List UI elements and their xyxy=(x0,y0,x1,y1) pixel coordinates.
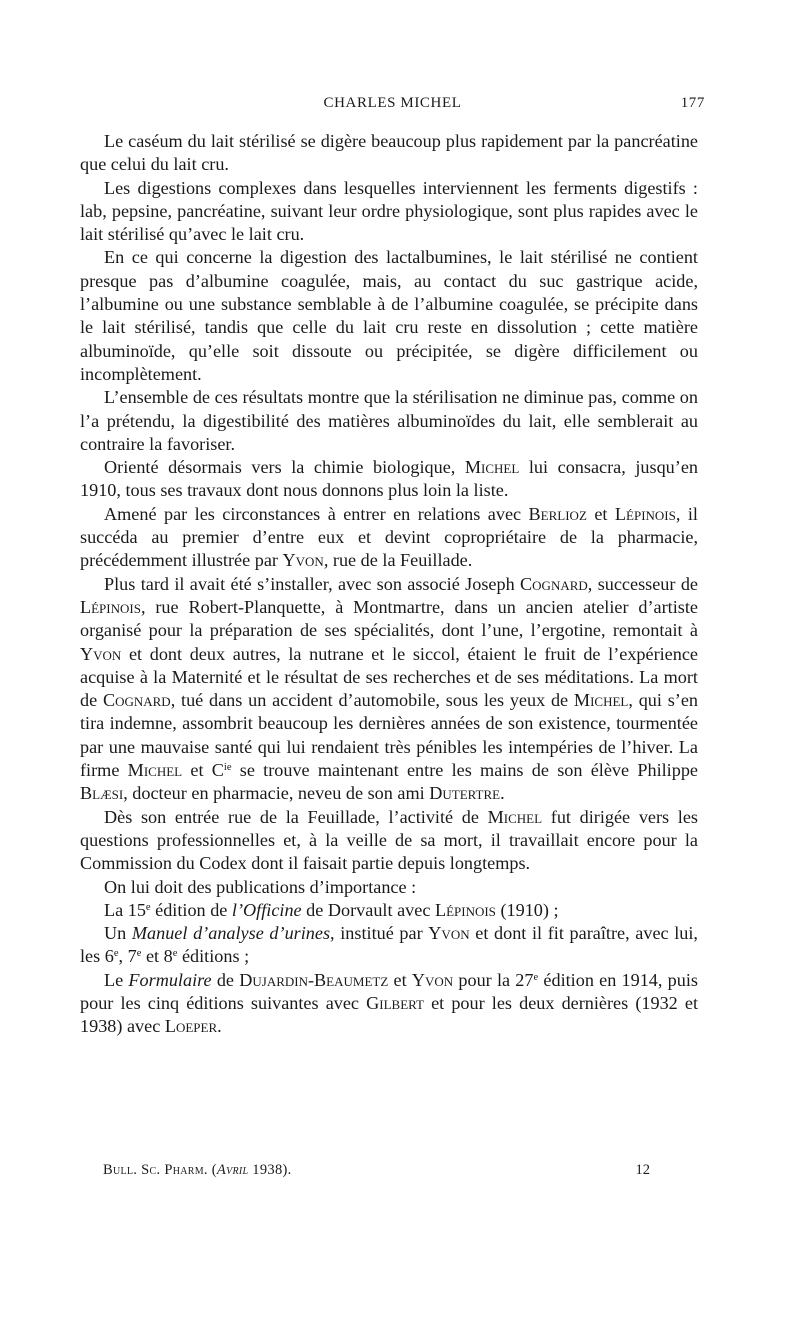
text-run: , tué dans un accident d’automobile, sous les yeux de xyxy=(170,690,574,711)
small-caps-name: Loeper xyxy=(164,1016,218,1037)
superscript: e xyxy=(136,948,142,960)
small-caps-name: Blæsi xyxy=(80,783,124,804)
text-run: Le caséum du lait stérilisé se digère beaucoup plus rapidement par la pancréatine que celui du lait cru. xyxy=(80,131,698,175)
text-run: . xyxy=(217,1016,222,1037)
paragraph xyxy=(80,899,698,922)
small-caps-name: Michel xyxy=(127,760,183,781)
text-run: se trouve maintenant entre les mains de son élève Philippe xyxy=(231,760,698,781)
paragraph xyxy=(80,456,698,503)
text-run: , qui s’en tira indemne, assombrit beaucoup les dernières années de son existence, tourmentée par une mauvaise santé qui lui rendaient très pénibles les intempéries de l’hiver. La firme xyxy=(80,690,699,781)
running-title: CHARLES MICHEL xyxy=(323,95,462,111)
small-caps-name: Gilbert xyxy=(366,992,424,1013)
small-caps-name: Yvon xyxy=(80,643,122,664)
text-run: et pour les deux dernières (1932 et 1938) avec xyxy=(80,992,698,1037)
text-run: En ce qui concerne la digestion des lactalbumines, le lait stérilisé ne contient presque pas d’albumine coagulée, mais, au contact du suc gastrique acide, l’albumine ou une substance semblable à de l’albumine coagulée, se précipite dans le lait stérilisé, tandis que celle du lait cru reste en dissolution ; cette matière albuminoïde, qu’elle soit dissoute ou précipitée, se digère difficilement ou incomplètement. xyxy=(80,247,698,384)
text-run: , il succéda au premier d’entre eux et devint copropriétaire de la pharmacie, précédemment illustrée par xyxy=(80,503,698,571)
superscript: e xyxy=(172,948,178,960)
journal-prefix: Bull. Sc. Pharm. ( xyxy=(103,1162,217,1178)
text-run: Plus tard il avait été s’installer, avec son associé Joseph xyxy=(104,573,521,594)
text-run: et dont deux autres, la nutrane et le siccol, étaient le fruit de l’expérience acquise à la Maternité et le résultat de ses recherches et de ses méditations. La mort de xyxy=(80,643,698,711)
small-caps-name: Cognard xyxy=(102,690,171,711)
small-caps-name: Dutertre xyxy=(429,783,501,804)
journal-citation xyxy=(103,1162,292,1179)
text-run: Dès son entrée rue de la Feuillade, l’activité de xyxy=(104,806,488,827)
paragraph xyxy=(80,876,698,899)
text-run: pour la 27 xyxy=(453,969,534,990)
small-caps-name: Lépinois xyxy=(434,899,496,920)
text-run: (1910) ; xyxy=(495,899,559,920)
small-caps-name: Berlioz xyxy=(528,503,587,524)
paragraph xyxy=(80,130,698,177)
article-body xyxy=(80,130,698,1039)
small-caps-name: Michel xyxy=(573,690,629,711)
paragraph xyxy=(80,503,698,573)
small-caps-name: Dujardin-Beaumetz xyxy=(239,969,389,990)
text-run: lui consacra, jusqu’en 1910, tous ses travaux dont nous donnons plus loin la liste. xyxy=(80,457,698,501)
paragraph xyxy=(80,246,698,386)
text-run: , 7 xyxy=(118,946,137,967)
italic-title: Formulaire xyxy=(128,969,212,990)
small-caps-name: Yvon xyxy=(282,550,324,571)
running-header xyxy=(80,95,705,119)
superscript: e xyxy=(533,971,539,983)
journal-suffix: 1938). xyxy=(248,1162,292,1178)
italic-title: l’Officine xyxy=(231,899,302,920)
small-caps-name: Cognard xyxy=(520,573,588,594)
page-number: 177 xyxy=(680,95,705,111)
small-caps-name: Michel xyxy=(464,457,520,478)
text-run: On lui doit des publications d’importance : xyxy=(104,876,417,897)
text-run: , successeur de xyxy=(587,573,698,594)
text-run: L’ensemble de ces résultats montre que la stérilisation ne diminue pas, comme on l’a prétendu, la digestibilité des matières albuminoïdes du lait, elle semblerait au contraire la favoriser. xyxy=(80,387,698,454)
text-run: et 8 xyxy=(141,946,173,967)
small-caps-name: Yvon xyxy=(428,923,470,944)
small-caps-name: Lépinois xyxy=(80,596,141,617)
text-run: et xyxy=(388,969,412,990)
small-caps-name: Lépinois xyxy=(614,503,676,524)
page-footer xyxy=(103,1162,650,1184)
text-run: et dont il fit paraître, avec lui, les 6 xyxy=(80,923,698,967)
text-run: fut dirigée vers les questions professionnelles et, à la veille de sa mort, il travaillait encore pour la Commission du Codex dont il faisait partie depuis longtemps. xyxy=(80,806,698,874)
paragraph xyxy=(80,969,698,1039)
small-caps-name: Yvon xyxy=(411,969,454,990)
text-run: , institué par xyxy=(330,923,429,944)
paragraph xyxy=(80,386,698,456)
text-run: éditions ; xyxy=(177,946,250,967)
paragraph xyxy=(80,806,698,876)
text-run: , docteur en pharmacie, neveu de son ami xyxy=(123,783,430,804)
signature-number: 12 xyxy=(635,1162,650,1178)
small-caps-name: Michel xyxy=(487,806,543,827)
text-run: de Dorvault avec xyxy=(301,899,435,920)
paragraph xyxy=(80,573,698,806)
text-run: édition en 1914, puis pour les cinq éditions suivantes avec xyxy=(80,969,698,1013)
text-run: Orienté désormais vers la chimie biologique, xyxy=(104,457,465,478)
italic-title: Manuel d’analyse d’urines xyxy=(131,923,331,944)
text-run: , rue de la Feuillade. xyxy=(323,550,473,571)
text-run: et xyxy=(586,503,615,524)
journal-month: Avril xyxy=(216,1162,249,1178)
text-run: La 15 xyxy=(104,899,146,920)
text-run: Un xyxy=(104,923,132,944)
paragraph xyxy=(80,177,698,247)
text-run: édition de xyxy=(150,899,232,920)
superscript: e xyxy=(113,948,119,960)
superscript: e xyxy=(145,901,151,913)
text-run: , rue Robert-Planquette, à Montmartre, dans un ancien atelier d’artiste organisé pour la préparation de ses spécialités, dont l’une, l’ergotine, remontait à xyxy=(80,596,698,641)
text-run: de xyxy=(211,969,240,990)
text-run: Le xyxy=(104,969,129,990)
superscript: ie xyxy=(223,762,232,774)
text-run: . xyxy=(500,783,505,804)
text-run: Les digestions complexes dans lesquelles interviennent les ferments digestifs : lab, pepsine, pancréatine, suivant leur ordre physiologique, sont plus rapides avec le lait stérilisé qu’avec le lait cru. xyxy=(80,177,698,245)
paragraph xyxy=(80,922,698,969)
text-run: et C xyxy=(182,760,224,781)
text-run: Amené par les circonstances à entrer en relations avec xyxy=(104,503,529,524)
